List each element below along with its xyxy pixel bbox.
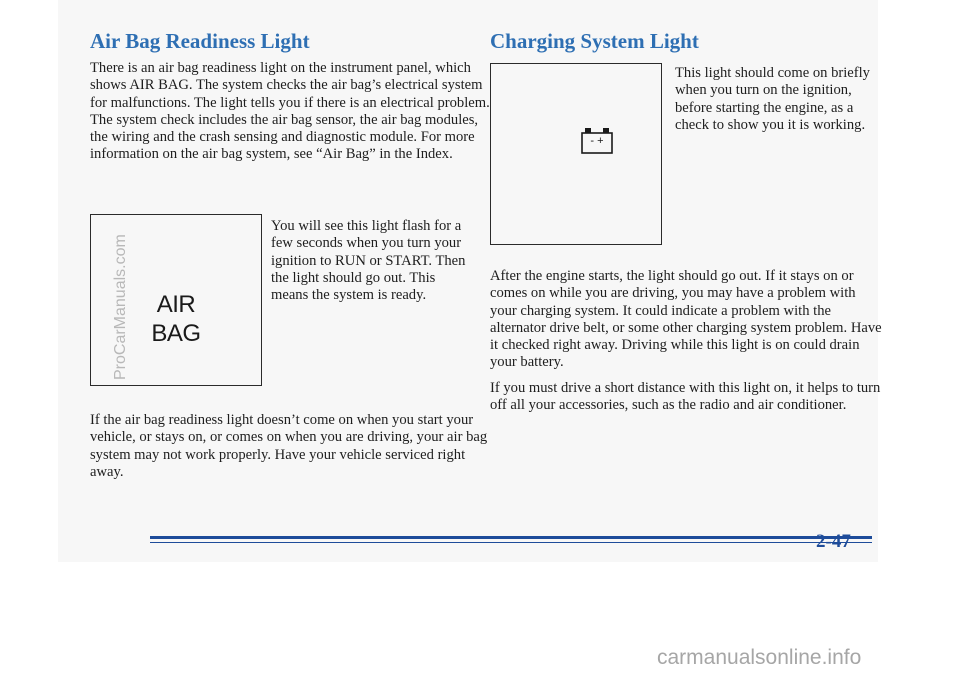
air-bag-indicator-line1: AIR	[156, 291, 196, 318]
air-bag-flash-description: You will see this light flash for a few seconds when you turn your ignition to RUN or START. Then the light should go out. This means the system is ready.	[271, 218, 466, 304]
charging-check-description: This light should come on briefly when you turn on the ignition, before starting the engine, as a check to show you it is working.	[675, 65, 870, 133]
footer-rule-top	[150, 536, 872, 539]
air-bag-closing-note: If the air bag readiness light doesn’t come on when you start your vehicle, or stays on, or comes on when you are driving, your air bag system may not work properly. Have your vehicle serviced right away.	[90, 412, 488, 480]
manual-page	[58, 0, 882, 562]
air-bag-heading: Air Bag Readiness Light	[90, 29, 310, 53]
charging-after-start: After the engine starts, the light should go out. If it stays on or comes on while you are driving, you may have a problem with your charging system. It could indicate a problem with the alternator drive belt, or some other charging system problem. Have it checked right away. Driving while this light is on could drain your battery.	[490, 268, 882, 371]
battery-icon-symbols: - +	[590, 135, 604, 147]
air-bag-indicator-line2: BAG	[151, 320, 201, 347]
page-number: 2-47	[816, 531, 851, 552]
footer-rule-bottom	[150, 542, 872, 543]
air-bag-intro: There is an air bag readiness light on the instrument panel, which shows AIR BAG. The system checks the air bag’s electrical system for malfunctions. The light tells you if there is an electrical problem. The system check includes the air bag sensor, the air bag modules, the wiring and the crash sensing and diagnostic module. For more information on the air bag system, see “Air Bag” in the Index.	[90, 60, 490, 163]
charging-short-distance: If you must drive a short distance with this light on, it helps to turn off all your accessories, such as the radio and air conditioner.	[490, 380, 881, 414]
charging-indicator-box	[490, 63, 662, 245]
watermark-text: ProCarManuals.com	[112, 234, 129, 380]
footer-site-link[interactable]: carmanualsonline.info	[657, 646, 862, 669]
charging-system-heading: Charging System Light	[490, 29, 699, 53]
